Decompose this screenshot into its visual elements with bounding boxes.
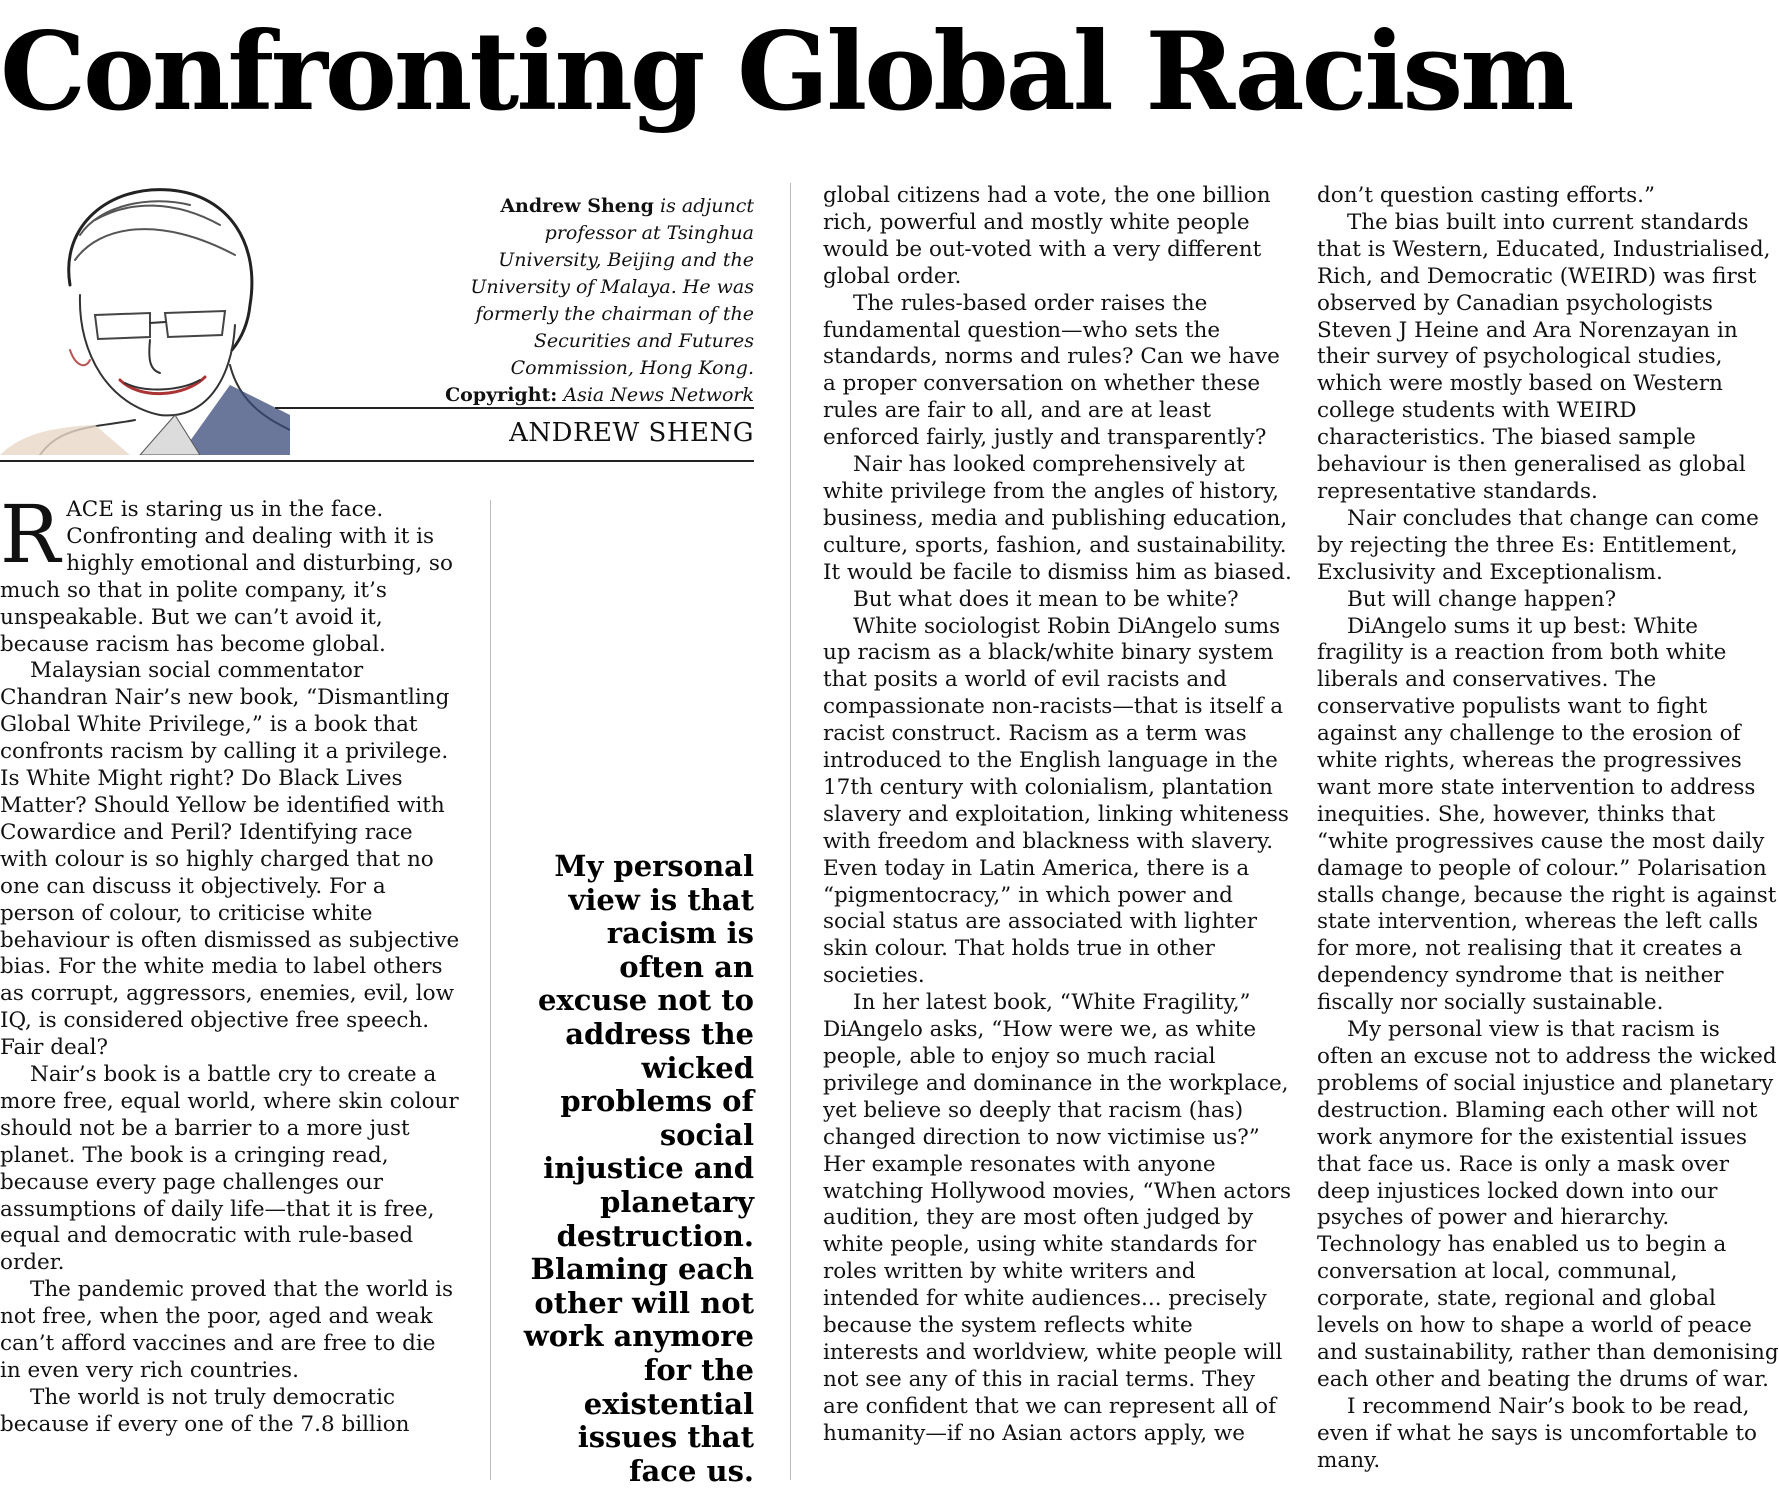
headline: Confronting Global Racism (0, 9, 1572, 135)
article-paragraph-continued: don’t question casting efforts.” (1317, 183, 1655, 208)
byline-rule (275, 407, 754, 409)
author-bio (444, 193, 754, 409)
bio-text: is adjunct professor at Tsinghua University, Beijing and the University of Malaya. He was formerly the chairman of the Securities and Futures Commission, Hong Kong. (470, 195, 754, 379)
article-paragraph: Nair’s book is a battle cry to create a more free, equal world, where skin colour should not be a barrier to a more just planet. The book is a cringing read, because every page challenges our assumptions of daily life—that it is free, equal and democratic with rule-based order. (0, 1062, 459, 1276)
article-paragraph: White sociologist Robin DiAngelo sums up racism as a black/white binary system that posits a world of evil racists and compassionate non-racists—that is itself a racist construct. Racism as a term was introduced to the English language in the 17th century with colonialism, plantation slavery and exploitation, linking whiteness with freedom and blackness with slavery. Even today in Latin America, there is a “pigmentocracy,” in which power and social status are associated with lighter skin colour. That holds true in other societies. (823, 613, 1289, 989)
bio-copyright-holder: Asia News Network (563, 384, 754, 406)
column-divider-2 (790, 183, 791, 1480)
article-paragraph: Nair has looked comprehensively at white privilege from the angles of history, business, media and publishing education, culture, sports, fashion, and sustainability. It would be facile to dismiss him as biased. (823, 452, 1292, 585)
article-paragraph: But will change happen? (1347, 586, 1617, 612)
article-paragraph: Nair concludes that change can come by rejecting the three Es: Entitlement, Exclusivity and Exceptionalism. (1317, 505, 1759, 585)
pull-quote: My personal view is that racism is often an excuse not to address the wicked problems of social injustice and planetary destruction. Blaming each other will not work anymore for the existential issues that face us. (523, 849, 754, 1488)
column-divider-1 (490, 500, 491, 1480)
article-paragraph: My personal view is that racism is often an excuse not to address the wicked problems of social injustice and planetary destruction. Blaming each other will not work anymore for the existential issues that face us. Race is only a mask over deep injustices locked down into our psyches of power and hierarchy. Technology has enabled us to begin a conversation at local, communal, corporate, state, regional and global levels on how to shape a world of peace and sustainability, rather than demonising each other and beating the drums of war. (1317, 1017, 1779, 1392)
article-paragraph: The bias built into current standards that is Western, Educated, Industrialised, Rich, and Democratic (WEIRD) was first observed by Canadian psychologists Steven J Heine and Ara Norenzayan in their survey of psychological studies, which were mostly based on Western college students with WEIRD characteristics. The biased sample behaviour is then generalised as global representative standards. (1317, 209, 1771, 504)
article-paragraph: But what does it mean to be white? (853, 586, 1239, 612)
drop-cap: R (0, 488, 61, 581)
article-column-3 (823, 183, 1293, 1448)
bio-author-name: Andrew Sheng (500, 195, 654, 217)
article-paragraph: The pandemic proved that the world is not free, when the poor, aged and weak can’t afford vaccines and are free to die in even very rich countries. (0, 1277, 454, 1383)
author-portrait-illustration (0, 165, 290, 455)
article-paragraph: RACE is staring us in the face. Confronting and dealing with it is highly emotional and disturbing, so much so that in polite company, it’s unspeakable. But we can’t avoid it, because racism has become global. (0, 488, 453, 657)
article-paragraph: In her latest book, “White Fragility,” DiAngelo asks, “How were we, as white people, able to enjoy so much racial privilege and dominance in the workplace, yet believe so deeply that racism (has) changed direction to now victimise us?” Her example resonates with anyone watching Hollywood movies, “When actors audition, they are most often judged by white people, using white standards for roles written by white writers and intended for white audiences... precisely because the system reflects white interests and worldview, white people will not see any of this in racial terms. They are confident that we can represent all of humanity—if no Asian actors apply, we (823, 990, 1292, 1446)
section-rule (0, 460, 754, 462)
bio-copyright-label: Copyright: (445, 384, 558, 406)
article-paragraph: The world is not truly democratic because if every one of the 7.8 billion (0, 1384, 410, 1437)
article-paragraph-continued: global citizens had a vote, the one billion rich, powerful and mostly white people would be out-voted with a very different global order. (823, 183, 1271, 289)
article-column-1 (0, 488, 462, 1439)
byline: ANDREW SHENG (509, 418, 754, 448)
article-paragraph: Malaysian social commentator Chandran Nair’s new book, “Dismantling Global White Privilege,” is a book that confronts racism by calling it a privilege. Is White Might right? Do Black Lives Matter? Should Yellow be identified with Cowardice and Peril? Identifying race with colour is so highly charged that no one can discuss it objectively. For a person of colour, to criticise white behaviour is often dismissed as subjective bias. For the white media to label others as corrupt, aggressors, enemies, evil, low IQ, is considered objective free speech. Fair deal? (0, 658, 460, 1061)
article-paragraph: The rules-based order raises the fundamental question—who sets the standards, norms and rules? Can we have a proper conversation on whether these rules are fair to all, and are at least enforced fairly, justly and transparently? (823, 290, 1280, 451)
article-column-4 (1317, 183, 1779, 1475)
article-paragraph: I recommend Nair’s book to be read, even if what he says is uncomfortable to many. (1317, 1393, 1757, 1473)
article-paragraph: DiAngelo sums it up best: White fragility is a reaction from both white liberals and conservatives. The conservative populists want to fight against any challenge to the erosion of white rights, whereas the progressives want more state intervention to address inequities. She, however, thinks that “white progressives cause the most daily damage to people of colour.” Polarisation stalls change, because the right is against state intervention, whereas the left calls for more, not realising that it creates a dependency syndrome that is neither fiscally nor socially sustainable. (1317, 613, 1777, 1016)
